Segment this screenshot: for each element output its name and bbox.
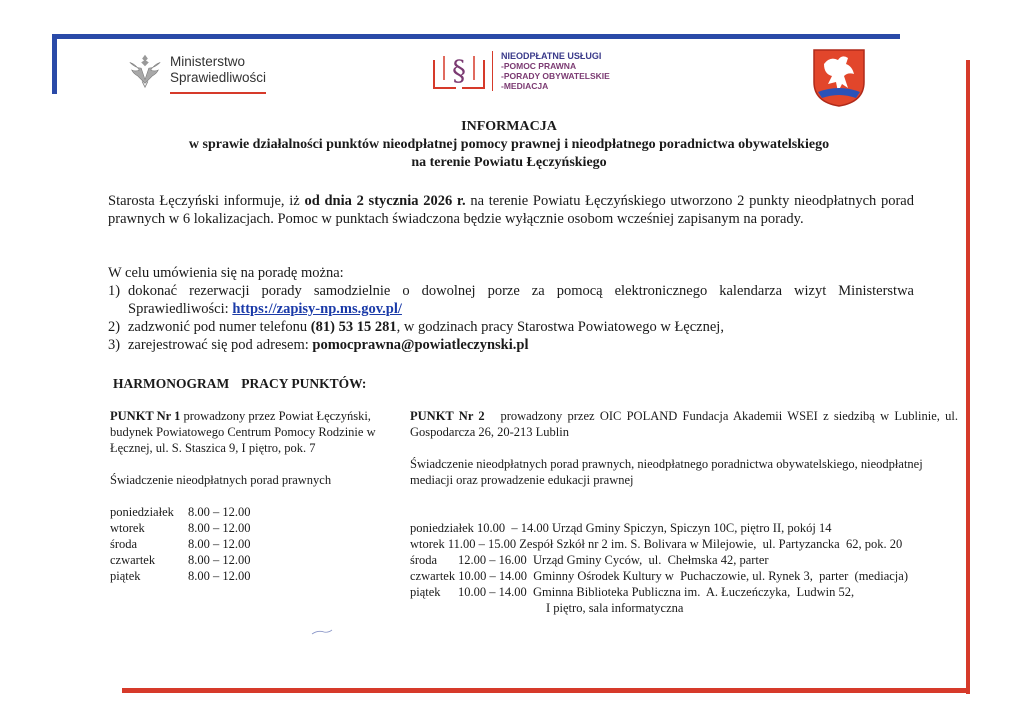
schedule-location: Urząd Gminy Cyców, ul. Chełmska 42, parter bbox=[533, 553, 769, 567]
program-item: -POMOC PRAWNA bbox=[501, 61, 577, 71]
booking-online-text: dokonać rezerwacji porady samodzielnie o dowolnej porze za pomocą elektronicznego kalendarza wizyt Ministerstwa Sprawiedliwości: bbox=[128, 283, 914, 317]
schedule-heading bbox=[113, 376, 366, 392]
eagle-emblem-icon bbox=[126, 50, 164, 90]
pen-mark bbox=[310, 628, 334, 636]
point-1-schedule bbox=[110, 504, 402, 584]
booking-option-online bbox=[108, 282, 914, 318]
schedule-location: Urząd Gminy Spiczyn, Spiczyn 10C, piętro II, pokój 14 bbox=[552, 521, 832, 535]
point-1-label: PUNKT Nr 1 bbox=[110, 409, 181, 423]
schedule-row bbox=[410, 584, 958, 600]
point-2-header bbox=[410, 408, 962, 440]
point-1-description: prowadzony przez Powiat Łęczyński, budynek Powiatowego Centrum Pomocy Rodzinie w Łęcznej, ul. S. Staszica 9, I piętro, pok. 7 bbox=[110, 409, 376, 455]
county-coat-of-arms-icon bbox=[812, 48, 866, 108]
booking-option-phone bbox=[108, 318, 914, 336]
schedule-time: 8.00 – 12.00 bbox=[188, 505, 251, 519]
intro-text-start: Starosta Łęczyński informuje, iż bbox=[108, 193, 305, 209]
schedule-row bbox=[110, 568, 402, 584]
schedule-day: czwartek bbox=[110, 553, 156, 567]
schedule-row bbox=[410, 568, 958, 584]
schedule-time: 11.00 – 15.00 bbox=[447, 537, 517, 551]
schedule-day: wtorek bbox=[110, 521, 145, 535]
program-item: -MEDIACJA bbox=[501, 81, 549, 91]
schedule-row bbox=[410, 552, 958, 568]
booking-email-text: zarejestrować się pod adresem: bbox=[128, 337, 313, 353]
title-area: na terenie Powiatu Łęczyńskiego bbox=[411, 155, 607, 170]
logo-divider bbox=[492, 51, 493, 91]
paragraph-book-icon bbox=[430, 50, 488, 92]
point-1-service: Świadczenie nieodpłatnych porad prawnych bbox=[110, 473, 332, 487]
schedule-time: 10.00 – 14.00 bbox=[477, 521, 549, 535]
schedule-heading-part1: HARMONOGRAM bbox=[113, 376, 230, 391]
schedule-location: Gminna Biblioteka Publiczna im. A. Łuczeńczyka, Ludwin 52, bbox=[533, 585, 855, 599]
frame-top-border bbox=[52, 34, 900, 39]
schedule-row bbox=[110, 536, 402, 552]
schedule-location-continued: I piętro, sala informatyczna bbox=[546, 601, 684, 615]
list-number: 1) bbox=[108, 283, 121, 299]
schedule-row bbox=[110, 504, 402, 520]
point-2-label: PUNKT Nr 2 bbox=[410, 409, 485, 423]
program-item: -PORADY OBYWATELSKIE bbox=[501, 71, 610, 81]
intro-paragraph bbox=[108, 192, 914, 228]
ministry-name-line2: Sprawiedliwości bbox=[170, 70, 267, 85]
schedule-location: Gminny Ośrodek Kultury w Puchaczowie, ul. Rynek 3, parter (mediacja) bbox=[533, 569, 908, 583]
schedule-row bbox=[410, 520, 958, 536]
frame-left-border bbox=[52, 34, 57, 94]
schedule-heading-part2: PRACY PUNKTÓW: bbox=[241, 376, 367, 391]
svg-text:§: § bbox=[452, 54, 466, 87]
schedule-day: wtorek bbox=[410, 537, 445, 551]
title-heading: INFORMACJA bbox=[461, 119, 557, 134]
intro-text-end: na terenie Powiatu Łęczyńskiego utworzono 2 punkty nieodpłatnych porad prawnych w 6 lokalizacjach. Pomoc w punktach świadczona będzie wyłącznie osobom wcześniej zapisanym na porady. bbox=[108, 193, 914, 227]
booking-instructions bbox=[108, 264, 914, 354]
booking-heading: W celu umówienia się na poradę można: bbox=[108, 265, 344, 281]
schedule-row bbox=[110, 520, 402, 536]
schedule-row bbox=[110, 552, 402, 568]
schedule-time: 8.00 – 12.00 bbox=[188, 553, 251, 567]
frame-bottom-border bbox=[122, 688, 970, 693]
point-1-header bbox=[110, 408, 402, 456]
document-title bbox=[0, 118, 1018, 172]
ministry-name-line1: Ministerstwo bbox=[170, 54, 246, 69]
point-2-service: Świadczenie nieodpłatnych porad prawnych, nieodpłatnego poradnictwa obywatelskiego, nieodpłatnej mediacji oraz prowadzenie edukacji prawnej bbox=[410, 457, 923, 487]
intro-date: od dnia 2 stycznia 2026 r. bbox=[304, 193, 466, 209]
list-number: 2) bbox=[108, 319, 121, 335]
schedule-day: środa bbox=[110, 537, 138, 551]
title-subject: w sprawie działalności punktów nieodpłatnej pomocy prawnej i nieodpłatnego poradnictwa obywatelskiego bbox=[188, 137, 830, 152]
schedule-time: 8.00 – 12.00 bbox=[188, 569, 251, 583]
list-number: 3) bbox=[108, 337, 121, 353]
schedule-day: poniedziałek bbox=[110, 505, 174, 519]
schedule-day: poniedziałek bbox=[410, 521, 474, 535]
schedule-day: piątek bbox=[410, 585, 441, 599]
free-legal-services-logo bbox=[430, 50, 610, 92]
schedule-time: 10.00 – 14.00 bbox=[458, 585, 527, 599]
point-2-schedule bbox=[410, 520, 958, 616]
point-1-column bbox=[110, 408, 402, 584]
point-2-description: prowadzony przez OIC POLAND Fundacja Akademii WSEI z siedzibą w Lublinie, ul. Gospodarcza 26, 20-213 Lublin bbox=[410, 409, 962, 439]
program-title: NIEODPŁATNE USŁUGI bbox=[501, 51, 602, 61]
ministry-name bbox=[170, 54, 266, 86]
schedule-time: 12.00 – 16.00 bbox=[458, 553, 527, 567]
schedule-time: 8.00 – 12.00 bbox=[188, 521, 251, 535]
booking-calendar-link[interactable]: https://zapisy-np.ms.gov.pl/ bbox=[232, 301, 402, 317]
schedule-day: czwartek bbox=[410, 569, 456, 583]
schedule-time: 10.00 – 14.00 bbox=[458, 569, 527, 583]
booking-phone-hours: , w godzinach pracy Starostwa Powiatowego w Łęcznej, bbox=[396, 319, 724, 335]
ministry-underline bbox=[170, 92, 266, 94]
email-address: pomocprawna@powiatleczynski.pl bbox=[312, 337, 529, 353]
schedule-location: Zespół Szkół nr 2 im. S. Bolivara w Milejowie, ul. Partyzancka 62, pok. 20 bbox=[519, 537, 903, 551]
schedule-day: piątek bbox=[110, 569, 141, 583]
schedule-time: 8.00 – 12.00 bbox=[188, 537, 251, 551]
phone-number: (81) 53 15 281 bbox=[310, 319, 397, 335]
schedule-row bbox=[410, 536, 958, 552]
point-2-column bbox=[410, 408, 962, 616]
program-text bbox=[501, 51, 610, 91]
booking-phone-text: zadzwonić pod numer telefonu bbox=[128, 319, 311, 335]
schedule-day: środa bbox=[410, 553, 438, 567]
ministry-logo bbox=[126, 50, 266, 90]
booking-option-email bbox=[108, 336, 914, 354]
